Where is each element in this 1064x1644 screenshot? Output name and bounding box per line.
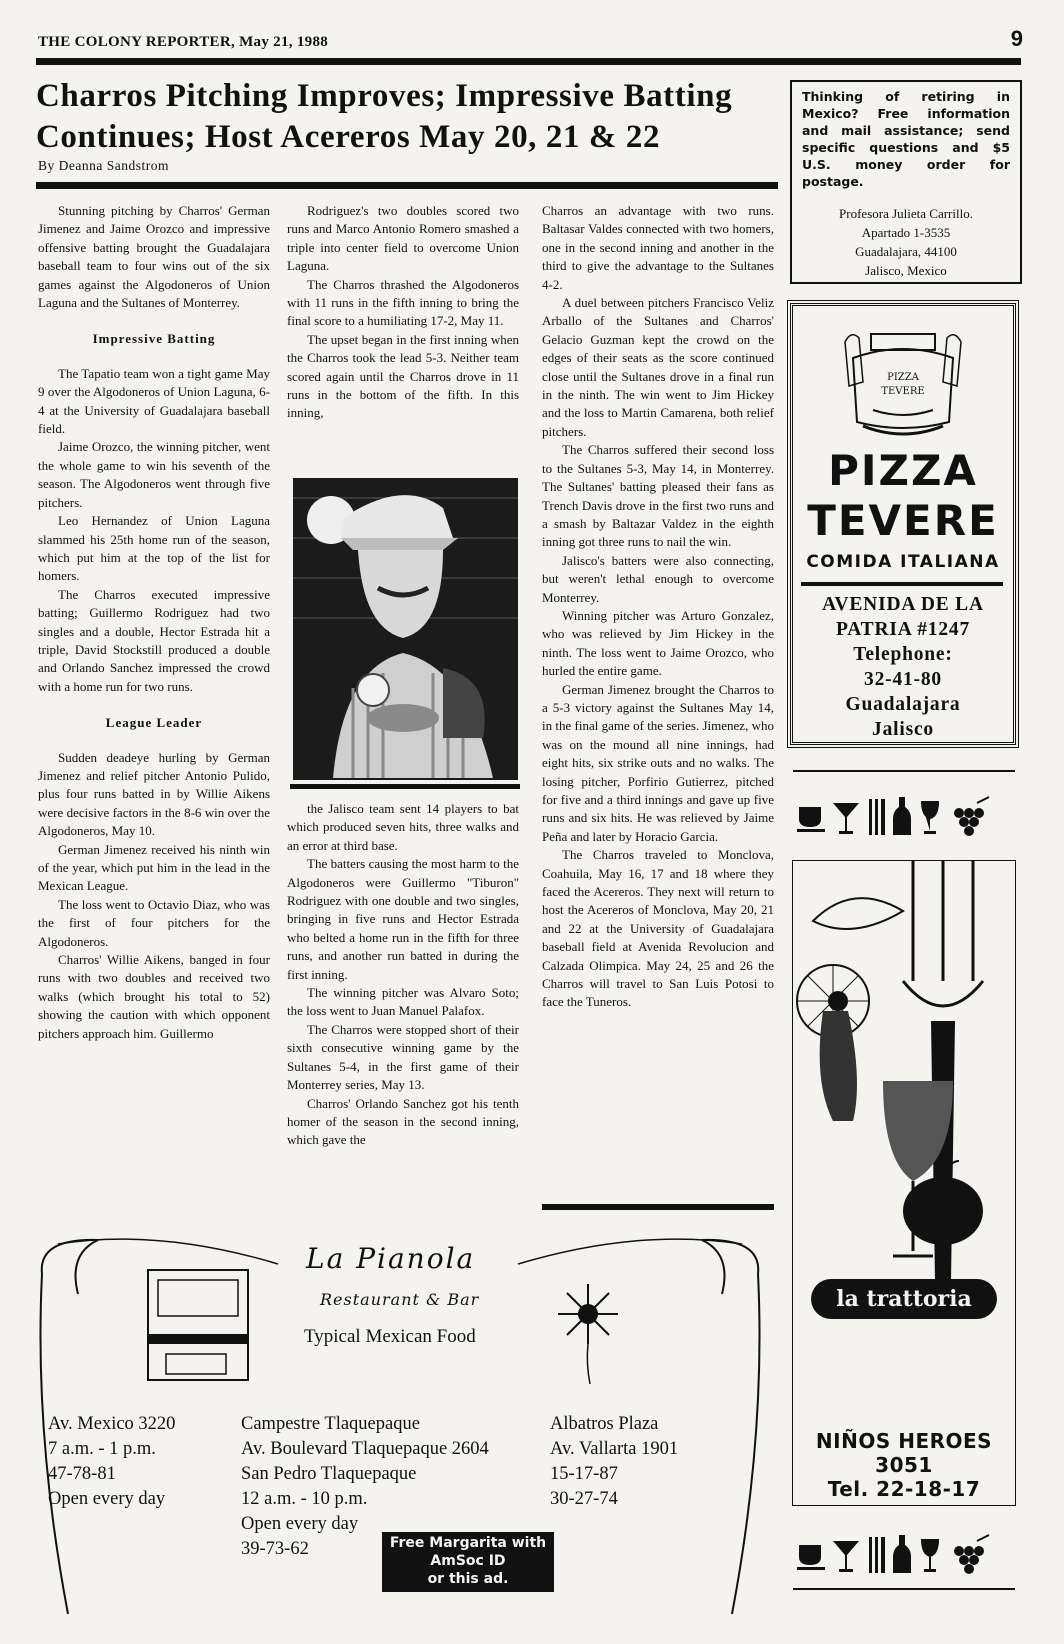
pear-icon bbox=[903, 1177, 983, 1245]
pianola-subtitle: Restaurant & Bar bbox=[320, 1290, 480, 1309]
wine-bottle-icon bbox=[893, 1535, 911, 1573]
woman-figure-icon bbox=[820, 1011, 857, 1121]
promo-line2: AmSoc ID bbox=[430, 1553, 506, 1569]
cutlery-icon bbox=[869, 1537, 885, 1573]
article-column-2-top bbox=[287, 202, 519, 423]
paragraph: Stunning pitching by Charros' German Jimenez and Jaime Orozco and impressive offensive batting brought the Guadalajara baseball team to four wins out of the six games against the Algodoneros of Union Laguna and the Sultanes of Monterrey. bbox=[38, 203, 270, 311]
paragraph: Jalisco's batters were also connecting, but weren't lethal enough to overcome Monterrey. bbox=[542, 552, 774, 605]
location-address: Av. Vallarta 1901 bbox=[550, 1439, 679, 1459]
contact-po-box: Apartado 1-3535 bbox=[861, 225, 951, 240]
icon-strip-top-rule bbox=[793, 770, 1015, 772]
cocktail-glass-icon bbox=[833, 1541, 859, 1572]
grapes-icon bbox=[954, 797, 989, 836]
contact-name: Profesora Julieta Carrillo. bbox=[839, 206, 973, 221]
location-phone: 47-78-81 bbox=[48, 1464, 116, 1484]
paragraph: German Jimenez brought the Charros to a 5-3 victory against the Sultanes May 14, in the final game of the series. Jimenez, who was on the mound all nine innings, had eight hits, six strike outs and no walks. The losing pitcher, Porfirio Gutierrez, pitched for five and a third innings and gave up five runs and six hits. He was relieved by Jaime Peña and later by Horacio Garcia. bbox=[542, 681, 774, 844]
article-column-3 bbox=[542, 202, 774, 1012]
cutlery-icon bbox=[869, 799, 885, 835]
pianola-location-albatros bbox=[550, 1412, 678, 1512]
trattoria-phone: Tel. 22-18-17 bbox=[827, 1477, 981, 1501]
pizza-phone: 32-41-80 bbox=[864, 669, 942, 690]
location-address: Av. Boulevard Tlaquepaque 2604 bbox=[241, 1439, 489, 1459]
la-trattoria-ad bbox=[792, 860, 1016, 1506]
promo-line3: or this ad. bbox=[427, 1571, 509, 1587]
promo-line1: Free Margarita with bbox=[389, 1535, 547, 1551]
logo-text-tevere: TEVERE bbox=[881, 386, 925, 397]
pizza-address bbox=[793, 592, 1013, 742]
page-number: 9 bbox=[1010, 26, 1023, 51]
trattoria-address-line2: 3051 bbox=[875, 1453, 933, 1477]
article-column-2-bottom bbox=[287, 800, 519, 1150]
cocktail-glass-icon bbox=[833, 803, 859, 834]
wine-bottle-icon bbox=[893, 797, 911, 835]
location-hours: 7 a.m. - 1 p.m. bbox=[48, 1439, 156, 1459]
la-pianola-ad bbox=[38, 1234, 762, 1626]
baseball-player-photo bbox=[293, 478, 518, 780]
pianola-name: La Pianola bbox=[306, 1242, 476, 1275]
paragraph: Jaime Orozco, the winning pitcher, went the whole game to win his seventh of the season. The Algodoneros went through five pitchers. bbox=[38, 439, 270, 510]
trattoria-name: la trattoria bbox=[811, 1279, 997, 1319]
location-phone-2: 30-27-74 bbox=[550, 1489, 618, 1509]
location-hours: 12 a.m. - 10 p.m. bbox=[241, 1489, 368, 1509]
pizza-address-line2: PATRIA #1247 bbox=[835, 619, 970, 640]
location-phone: 15-17-87 bbox=[550, 1464, 618, 1484]
trattoria-address bbox=[793, 1429, 1015, 1501]
dining-icon-strip-top bbox=[793, 785, 1015, 845]
location-name: Albatros Plaza bbox=[550, 1414, 659, 1434]
paragraph: The batters causing the most harm to the Algodoneros were Guillermo "Tiburon" Rodriguez with one double and two singles, bringing in five runs and Hector Estrada who belted a home run in the fifth for three runs, and another run batted in during the first inning. bbox=[287, 856, 519, 982]
daisy-flower-icon bbox=[558, 1284, 618, 1384]
paragraph: the Jalisco team sent 14 players to bat which produced seven hits, three walks and an error at third base. bbox=[287, 801, 519, 853]
pizza-name-line2: TEVERE bbox=[807, 496, 999, 545]
pizza-tevere-logo-icon bbox=[833, 322, 973, 442]
location-address: Av. Mexico 3220 bbox=[48, 1414, 176, 1434]
free-margarita-promo bbox=[382, 1532, 554, 1592]
player-illustration bbox=[293, 478, 518, 780]
retirement-notice-box bbox=[790, 80, 1022, 284]
wine-glass-icon bbox=[921, 801, 939, 834]
retirement-question: Thinking of retiring in Mexico? Free information and mail assistance; send specific questions and $5 U.S. money order for postage. bbox=[802, 89, 1010, 189]
pizza-tevere-ad bbox=[790, 303, 1016, 745]
publication-date: THE COLONY REPORTER, May 21, 1988 bbox=[38, 34, 329, 50]
coffee-cup-icon bbox=[797, 1545, 825, 1570]
pizza-city: Guadalajara bbox=[845, 694, 961, 715]
paragraph: A duel between pitchers Francisco Veliz Arballo of the Sultanes and Charros' Gelacio Guzman kept the crowd on the edges of their seats as the score continued close until the Sultanes drove in a final run in the ninth. The win went to Jim Hickey and the loss to Martin Camarena, both relief pitchers. bbox=[542, 295, 774, 439]
retirement-contact bbox=[792, 204, 1020, 280]
dining-icon-strip-bottom bbox=[793, 1523, 1015, 1583]
location-open-days: Open every day bbox=[48, 1489, 166, 1509]
coffee-cup-icon bbox=[797, 807, 825, 832]
paragraph: The Charros thrashed the Algodoneros with 11 runs in the fifth inning to bring the final score to a humiliating 17-2, May 11. bbox=[287, 276, 519, 329]
paragraph: The Charros traveled to Monclova, Coahuila, May 16, 17 and 18 where they faced the Acereros. They next will return to host the Acereros of Monclova, May 20, 21 and 22 at the University of Guadalajara baseball field at Avenida Revolucion and Calzada Olimpica. May 24, 25 and 26 the Charros will travel to San Luis Potosi to face the Tuneros. bbox=[542, 847, 774, 1010]
wine-glass-icon bbox=[921, 1539, 939, 1572]
paragraph: Winning pitcher was Arturo Gonzalez, who was relieved by Jim Hickey in the ninth. The loss went to Jaime Orozco, who hurled the entire game. bbox=[542, 607, 774, 679]
trattoria-illustration bbox=[793, 861, 1015, 1281]
location-open-days: Open every day bbox=[241, 1514, 359, 1534]
headline: Charros Pitching Improves; Impressive Batting Continues; Host Acereros May 20, 21 & 22 bbox=[36, 78, 733, 155]
paragraph: Rodriguez's two doubles scored two runs and Marco Antonio Romero smashed a triple into center field to overcome Union Laguna. bbox=[287, 203, 519, 274]
paragraph: Leo Hernandez of Union Laguna slammed his 25th home run of the season, which put him at the top of the list for homers. bbox=[38, 513, 270, 584]
contact-city: Guadalajara, 44100 bbox=[855, 244, 957, 259]
pizza-cuisine: COMIDA ITALIANA bbox=[806, 552, 1000, 572]
fish-icon bbox=[813, 898, 903, 929]
top-rule bbox=[36, 58, 1021, 65]
location-phone: 39-73-62 bbox=[241, 1539, 309, 1559]
paragraph: The Charros executed impressive batting; Guillermo Rodriguez had two singles and a double, Hector Estrada hit a triple, David Stockstill produced a double and Orlando Sanchez impressed the crowd with a home run for two runs. bbox=[38, 586, 270, 694]
pizza-state: Jalisco bbox=[872, 719, 934, 740]
trattoria-address-line1: NIÑOS HEROES bbox=[815, 1429, 993, 1453]
paragraph: The upset began in the first inning when the Charros took the lead 5-3. Neither team scored again until the Charros drove in 11 runs in the bottom of the fifth. In this inning, bbox=[287, 331, 519, 421]
headline-rule bbox=[36, 182, 778, 189]
subheading-league-leader: League Leader bbox=[105, 715, 203, 731]
masthead bbox=[38, 26, 1023, 56]
pianola-location-mexico bbox=[48, 1412, 175, 1512]
pizza-address-line1: AVENIDA DE LA bbox=[822, 594, 984, 615]
paragraph: Charros' Orlando Sanchez got his tenth homer of the season in the second inning, which gave the bbox=[287, 1095, 519, 1148]
pizza-name-line1: PIZZA bbox=[828, 446, 978, 495]
pianola-tagline: Typical Mexican Food bbox=[304, 1326, 476, 1347]
subheading-impressive-batting: Impressive Batting bbox=[92, 331, 216, 347]
paragraph: Charros' Willie Aikens, banged in four runs with two doubles and received two walks (which brought his total to 52) showing the caution with which opponent pitchers approach him. Guillermo bbox=[38, 952, 270, 1041]
piano-icon bbox=[148, 1270, 248, 1380]
contact-state: Jalisco, Mexico bbox=[865, 263, 947, 278]
paragraph: The Charros suffered their second loss to the Sultanes 5-3, May 14, in Monterrey. The Sultanes' batting pleased their fans as Trench Davis drove in the first two runs and a smash by Baltazar Valdez in the eighth inning got three runs to nail the win. bbox=[542, 442, 774, 550]
logo-text-pizza: PIZZA bbox=[887, 372, 919, 383]
paragraph: The Tapatio team won a tight game May 9 over the Algodoneros of Union Laguna, 6-4 at the University of Guadalajara baseball field. bbox=[38, 365, 270, 437]
paragraph: The loss went to Octavio Diaz, who was the first of four pitchers for the Algodoneros. bbox=[38, 896, 270, 949]
byline: By Deanna Sandstrom bbox=[38, 158, 169, 173]
column-3-end-rule bbox=[542, 1204, 774, 1210]
article-column-1 bbox=[38, 202, 270, 1043]
paragraph: Sudden deadeye hurling by German Jimenez and relief pitcher Antonio Pulido, plus four runs batted in by Willie Aikens were decisive factors in the 8-6 win over the Algodoneros, May 10. bbox=[38, 749, 270, 839]
pizza-phone-label: Telephone: bbox=[853, 644, 953, 665]
paragraph: The winning pitcher was Alvaro Soto; the loss went to Juan Manuel Palafox. bbox=[287, 985, 519, 1019]
icon-strip-bottom-rule bbox=[793, 1588, 1015, 1590]
photo-rule bbox=[290, 784, 520, 789]
paragraph: Charros an advantage with two runs. Baltasar Valdes connected with two homers, one in the second inning and another in the third to give the advantage to the Sultanes 4-2. bbox=[542, 203, 774, 292]
location-city: San Pedro Tlaquepaque bbox=[241, 1464, 417, 1484]
pizza-divider bbox=[801, 582, 1003, 586]
location-name: Campestre Tlaquepaque bbox=[241, 1414, 420, 1434]
paragraph: German Jimenez received his ninth win of the year, which put him in the lead in the Mexican League. bbox=[38, 841, 270, 894]
grapes-icon bbox=[954, 1535, 989, 1574]
paragraph: The Charros were stopped short of their sixth consecutive winning game by the Sultanes 5-4, in the first game of their Monterrey series, May 13. bbox=[287, 1021, 519, 1093]
